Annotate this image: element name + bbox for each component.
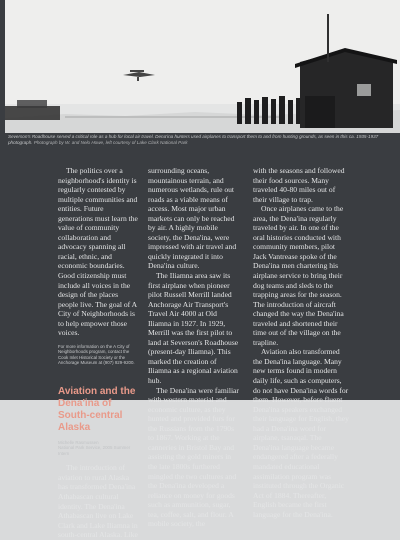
text-column-2: [148, 166, 240, 529]
aviation-intro-paragraph: The introduction of aviation to rural Alaska has transformed Dena'ina Athabascan cultural identity. The Dena'ina Athabascan live on Lake Clark and Lake Iliamna in south-central Alaska. Like: [58, 463, 138, 540]
air-travel-paragraph: Once airplanes came to the area, the Dena'ina regularly traveled by air. In one of the oral histories conducted with community members, pilot Jack Vantrease spoke of the Dena'ina men chartering his airplane service to bring their dog teams and sleds to the trapping areas for the season. The introduction of aircraft changed the way the Dena'ina traveled and shortened their time out of the village on the trapline.: [253, 204, 344, 347]
seasonal-travel-paragraph: with the seasons and followed their food sources. Many traveled 40-80 miles out of their village to trap.: [253, 166, 345, 204]
first-airplane-paragraph: The Iliamna area saw its first airplane when pioneer pilot Russell Merrill landed Anchorage Air Transport's Travel Air 4000 at Old Iliamna in 1927. In 1929, Merrill was the first pilot to land at Severson's Roadhouse (present-day Iliamna). This marked the creation of Iliamna as a regional aviation hub.: [148, 271, 239, 386]
roadhouse-photo-image: [5, 0, 400, 133]
author-role: National Park Service, 2005 Summer Intern: [58, 445, 131, 456]
politics-paragraph: The politics over a neighborhood's identity is regularly contested by multiple communities and entities. Future generations must learn the value of community collaboration and advocacy spanning all racial, ethnic, and economic boundaries. Good citizenship must include all voices in the design of the places people live. The goal of A City of Neighborhoods is to help empower those voices.: [58, 166, 138, 338]
language-paragraph: Aviation also transformed the Dena'ina language. Many new terms found in modern daily life, such as computers, do not have Dena'ina words for them. However, before fluent Dena'ina speakers exchanged their language for English, they had a Dena'ina word for airplane, tsanaqal. The Dena'ina language became endangered after a federally mandated educational assimilation program was instituted through the Organic Act of 1884. Thereafter, English became the first language for the Dena'ina.: [253, 347, 349, 519]
photo-caption: [8, 134, 396, 145]
western-culture-paragraph: The Dena'ina were familiar with western material and economic culture, as they hunted and provided furs for the Russians from the 1790s to 1867. Working at the canneries in Bristol Bay and assisting the gold miners in the late 1800s furthered mingled the two cultures and the Dena'ina developed a reliance on money for goods such as ammunition, sugar, tea, coffee, salt, and flour. A mobile society, the: [148, 385, 239, 529]
text-column-3: [253, 166, 349, 519]
text-column-1: [58, 166, 140, 540]
photo-caption-text: Severson's Roadhouse served a critical role as a hub for local air travel. Dena'ina hunters used airplanes to transport them to and from hunting grounds, as seen in this ca. 1935-1937 photograph.: [8, 134, 379, 145]
section-title: Aviation and the Dena'ina of South-central Alaska: [58, 385, 136, 433]
geography-paragraph: surrounding oceans, mountainous terrain, and numerous wetlands, rule out roads as a viable means of access. Most major urban markets can only be reached by air. A highly mobile society, the Dena'ina, were impressed with air travel and quickly integrated it into Dena'ina culture.: [148, 166, 237, 271]
program-contact-note: For more information on the A City of Neighborhoods program, contact the Cook Inlet Historical Society or the Anchorage Museum at (907) 929-9200.: [58, 343, 135, 366]
photo-credit: Photograph by W. and Nelo Howe, left courtesy of Lake Clark National Park: [33, 139, 188, 145]
author-name: Michelle Rasmussen: [58, 439, 99, 445]
historic-photograph: [5, 0, 400, 133]
